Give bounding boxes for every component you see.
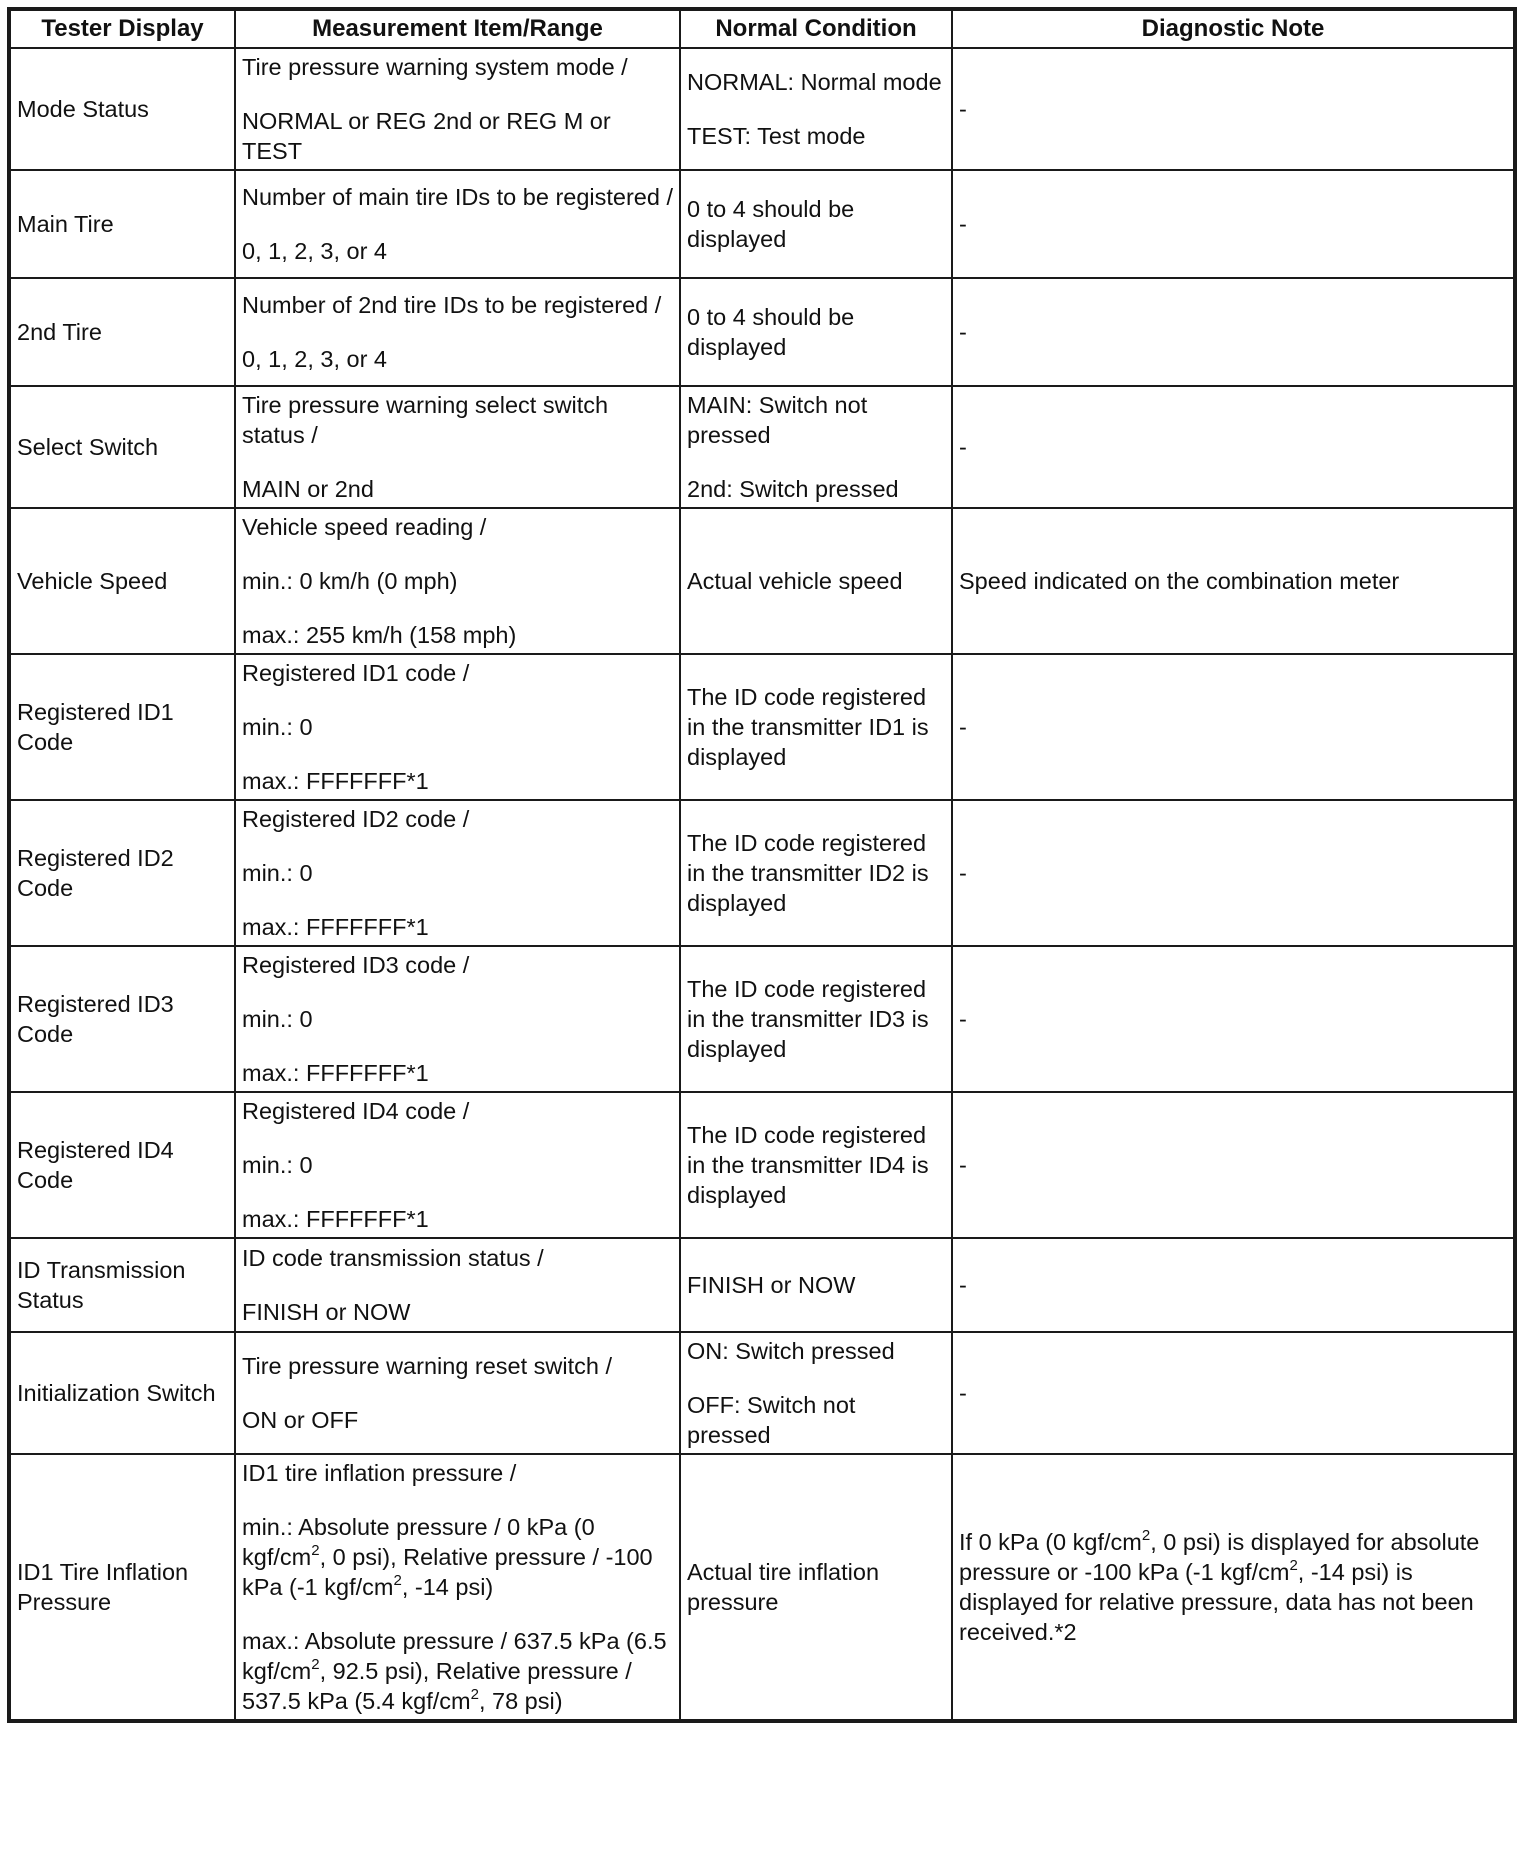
table-row (9, 654, 1515, 800)
measurement-cell-line: max.: FFFFFFF*1 (242, 768, 429, 794)
measurement-cell (235, 48, 680, 170)
table-row (9, 170, 1515, 278)
normal-condition-cell-line: 0 to 4 should be displayed (687, 304, 855, 360)
header-measurement: Measurement Item/Range (235, 9, 680, 48)
measurement-cell (235, 1092, 680, 1238)
measurement-cell-line: MAIN or 2nd (242, 476, 374, 502)
measurement-cell (235, 946, 680, 1092)
measurement-cell (235, 170, 680, 278)
measurement-cell-line: 0, 1, 2, 3, or 4 (242, 238, 388, 264)
normal-condition-cell-line: TEST: Test mode (687, 123, 866, 149)
measurement-cell-line: Number of main tire IDs to be registered / (242, 184, 674, 210)
normal-condition-cell-line: The ID code registered in the transmitter ID2 is displayed (687, 830, 929, 916)
measurement-cell-line: Registered ID3 code / (242, 952, 470, 978)
normal-condition-cell-line: 0 to 4 should be displayed (687, 196, 855, 252)
diagnostic-note-cell: - (952, 48, 1515, 170)
measurement-cell-line: Tire pressure warning system mode / (242, 54, 628, 80)
measurement-cell (235, 278, 680, 386)
normal-condition-cell-line: ON: Switch pressed (687, 1338, 895, 1364)
measurement-cell-line: ID1 tire inflation pressure / (242, 1460, 517, 1486)
diagnostic-note-cell: - (952, 1238, 1515, 1332)
table-row (9, 800, 1515, 946)
table-row (9, 278, 1515, 386)
table-row (9, 1092, 1515, 1238)
measurement-cell (235, 1332, 680, 1454)
table-row (9, 508, 1515, 654)
measurement-cell-line: max.: Absolute pressure / 637.5 kPa (6.5 kgf/$cm^2$, 92.5 psi), Relative pressure / 537.5 kPa (5.4 kgf/$cm^2$, 78 psi) (242, 1628, 667, 1714)
normal-condition-cell-line: NORMAL: Normal mode (687, 69, 942, 95)
measurement-cell-line: Registered ID1 code / (242, 660, 470, 686)
normal-condition-cell-line: Actual tire inflation pressure (687, 1559, 880, 1615)
normal-condition-cell (680, 654, 952, 800)
measurement-cell-line: NORMAL or REG 2nd or REG M or TEST (242, 108, 611, 164)
measurement-cell-line: min.: 0 km/h (0 mph) (242, 568, 458, 594)
header-tester-display: Tester Display (9, 9, 235, 48)
measurement-cell-line: ON or OFF (242, 1407, 359, 1433)
table-row (9, 1454, 1515, 1721)
normal-condition-cell (680, 1332, 952, 1454)
measurement-cell-line: Registered ID4 code / (242, 1098, 470, 1124)
measurement-cell-line: min.: Absolute pressure / 0 kPa (0 kgf/$cm^2$, 0 psi), Relative pressure / -100 kPa (-1 kgf/$cm^2$, -14 psi) (242, 1514, 653, 1600)
tester-display-cell: Registered ID1 Code (9, 654, 235, 800)
normal-condition-cell (680, 48, 952, 170)
tester-display-cell: Registered ID4 Code (9, 1092, 235, 1238)
diagnostic-note-cell: Speed indicated on the combination meter (952, 508, 1515, 654)
tester-display-cell: Vehicle Speed (9, 508, 235, 654)
diagnostic-note-cell: - (952, 800, 1515, 946)
measurement-cell-line: 0, 1, 2, 3, or 4 (242, 346, 388, 372)
tester-display-cell: 2nd Tire (9, 278, 235, 386)
measurement-cell-line: min.: 0 (242, 860, 313, 886)
diagnostic-note-cell: - (952, 1332, 1515, 1454)
tester-display-cell: Mode Status (9, 48, 235, 170)
tester-display-cell: Main Tire (9, 170, 235, 278)
measurement-cell-line: FINISH or NOW (242, 1299, 411, 1325)
measurement-cell-line: Registered ID2 code / (242, 806, 470, 832)
normal-condition-cell (680, 800, 952, 946)
measurement-cell-line: Number of 2nd tire IDs to be registered / (242, 292, 662, 318)
normal-condition-cell-line: The ID code registered in the transmitter ID4 is displayed (687, 1122, 929, 1208)
diagnostic-note-cell: - (952, 278, 1515, 386)
measurement-cell (235, 800, 680, 946)
tester-display-cell: ID Transmission Status (9, 1238, 235, 1332)
measurement-cell-line: Vehicle speed reading / (242, 514, 487, 540)
tester-display-cell: Initialization Switch (9, 1332, 235, 1454)
tester-display-cell: Registered ID3 Code (9, 946, 235, 1092)
measurement-cell-line: min.: 0 (242, 1152, 313, 1178)
measurement-cell (235, 654, 680, 800)
measurement-cell-line: max.: FFFFFFF*1 (242, 1206, 429, 1232)
normal-condition-cell (680, 508, 952, 654)
diagnostic-note-cell: - (952, 386, 1515, 508)
normal-condition-cell (680, 1454, 952, 1721)
table-body (9, 48, 1515, 1721)
normal-condition-cell-line: OFF: Switch not pressed (687, 1392, 856, 1448)
normal-condition-cell-line: FINISH or NOW (687, 1272, 856, 1298)
tester-display-cell: ID1 Tire Inflation Pressure (9, 1454, 235, 1721)
normal-condition-cell (680, 1238, 952, 1332)
table-row (9, 48, 1515, 170)
measurement-cell (235, 1454, 680, 1721)
measurement-cell-line: max.: 255 km/h (158 mph) (242, 622, 517, 648)
measurement-cell-line: Tire pressure warning reset switch / (242, 1353, 613, 1379)
measurement-cell-line: max.: FFFFFFF*1 (242, 914, 429, 940)
header-row (9, 9, 1515, 48)
measurement-cell-line: ID code transmission status / (242, 1245, 544, 1271)
header-normal-condition: Normal Condition (680, 9, 952, 48)
normal-condition-cell (680, 946, 952, 1092)
table-row (9, 946, 1515, 1092)
normal-condition-cell-line: MAIN: Switch not pressed (687, 392, 868, 448)
measurement-cell (235, 508, 680, 654)
diagnostic-note-cell: - (952, 946, 1515, 1092)
diagnostic-note-cell: If 0 kPa (0 kgf/$cm^2$, 0 psi) is displayed for absolute pressure or -100 kPa (-1 kgf/$cm^2$, -14 psi) is displayed for relative pressure, data has not been received.*2 (952, 1454, 1515, 1721)
normal-condition-cell (680, 170, 952, 278)
normal-condition-cell (680, 386, 952, 508)
header-diagnostic-note: Diagnostic Note (952, 9, 1515, 48)
normal-condition-cell (680, 1092, 952, 1238)
diagnostic-note-cell: - (952, 1092, 1515, 1238)
normal-condition-cell (680, 278, 952, 386)
normal-condition-cell-line: 2nd: Switch pressed (687, 476, 899, 502)
normal-condition-cell-line: Actual vehicle speed (687, 568, 903, 594)
measurement-cell (235, 386, 680, 508)
data-list-table (7, 7, 1517, 1723)
tester-display-cell: Select Switch (9, 386, 235, 508)
diagnostic-note-cell: - (952, 654, 1515, 800)
measurement-cell (235, 1238, 680, 1332)
diagnostic-note-cell: - (952, 170, 1515, 278)
tester-display-cell: Registered ID2 Code (9, 800, 235, 946)
normal-condition-cell-line: The ID code registered in the transmitter ID1 is displayed (687, 684, 929, 770)
normal-condition-cell-line: The ID code registered in the transmitter ID3 is displayed (687, 976, 929, 1062)
table-header (9, 9, 1515, 48)
measurement-cell-line: min.: 0 (242, 714, 313, 740)
table-row (9, 386, 1515, 508)
measurement-cell-line: min.: 0 (242, 1006, 313, 1032)
table-row (9, 1238, 1515, 1332)
table-row (9, 1332, 1515, 1454)
measurement-cell-line: Tire pressure warning select switch status / (242, 392, 609, 448)
measurement-cell-line: max.: FFFFFFF*1 (242, 1060, 429, 1086)
